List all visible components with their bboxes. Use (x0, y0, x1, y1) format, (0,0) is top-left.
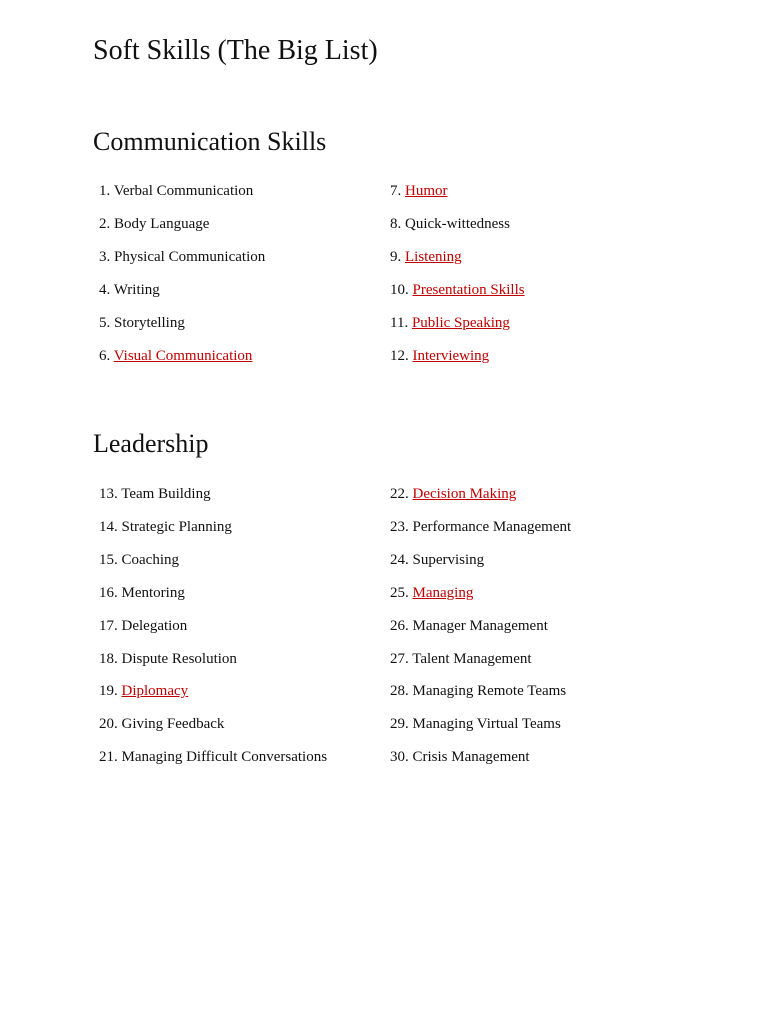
list-item (390, 214, 510, 234)
list-item (99, 550, 179, 570)
section-heading: Leadership (93, 429, 209, 458)
list-item-number: 17. (99, 617, 118, 634)
list-item (99, 649, 237, 669)
list-item-link[interactable]: Public Speaking (411, 314, 510, 331)
list-item-link[interactable]: Listening (405, 248, 462, 265)
list-item (390, 616, 548, 636)
list-item[interactable] (390, 247, 462, 267)
list-item (99, 181, 253, 201)
list-item[interactable] (99, 681, 188, 701)
list-item-label: Talent Management (412, 650, 532, 667)
list-item-label: Crisis Management (412, 749, 530, 766)
section-heading: Communication Skills (93, 127, 327, 156)
list-item-label: Storytelling (114, 314, 185, 331)
list-item-number: 22. (390, 486, 409, 502)
list-item-label: Physical Communication (114, 248, 266, 265)
list-item (99, 714, 224, 734)
list-item-number: 25. (390, 584, 409, 601)
list-item[interactable] (390, 346, 489, 366)
list-item (99, 616, 187, 636)
list-item-label: Managing Remote Teams (412, 683, 567, 700)
list-item-label: Giving Feedback (121, 716, 225, 733)
list-item-label: Managing Difficult Conversations (121, 749, 328, 766)
list-item[interactable] (390, 181, 448, 201)
list-item (390, 681, 566, 701)
list-item-link[interactable]: Presentation Skills (412, 281, 525, 298)
list-item (390, 649, 532, 669)
list-item-label: Strategic Planning (121, 518, 232, 535)
list-item-number: 13. (99, 486, 118, 502)
list-item-number: 12. (390, 347, 409, 364)
list-item (390, 550, 484, 570)
list-item-number: 18. (99, 650, 118, 667)
list-item-number: 3. (99, 248, 111, 265)
list-item-number: 6. (99, 347, 111, 364)
list-item (390, 714, 561, 734)
list-item-label: Delegation (121, 617, 188, 634)
list-item-number: 10. (390, 281, 409, 298)
list-item-link[interactable]: Interviewing (412, 347, 490, 364)
list-item-number: 4. (99, 281, 111, 298)
list-item-label: Supervising (412, 551, 485, 568)
list-item-number: 15. (99, 551, 118, 568)
list-item (390, 747, 530, 767)
list-item[interactable] (99, 346, 252, 366)
list-item (99, 484, 211, 504)
list-item-label: Verbal Communication (113, 183, 254, 199)
list-item-link[interactable]: Managing (412, 584, 474, 601)
list-item (99, 247, 265, 267)
list-item-link[interactable]: Humor (405, 183, 448, 199)
list-item-number: 1. (99, 183, 111, 199)
list-item-number: 28. (390, 683, 409, 700)
list-item (99, 517, 232, 537)
list-item-label: Performance Management (412, 518, 572, 535)
list-item-label: Coaching (121, 551, 179, 568)
list-item-link[interactable]: Diplomacy (121, 683, 189, 700)
list-item-number: 14. (99, 518, 118, 535)
list-item (390, 517, 571, 537)
list-item-number: 19. (99, 683, 118, 700)
list-item[interactable] (390, 313, 510, 333)
list-item-label: Manager Management (412, 617, 548, 634)
list-item-link[interactable]: Decision Making (412, 486, 517, 502)
list-item[interactable] (390, 280, 525, 300)
list-item-number: 27. (390, 650, 409, 667)
list-item-number: 21. (99, 749, 118, 766)
list-item-number: 26. (390, 617, 409, 634)
list-item[interactable] (390, 583, 473, 603)
list-item (99, 214, 209, 234)
list-item-label: Dispute Resolution (121, 650, 237, 667)
list-item-link[interactable]: Visual Communication (113, 347, 253, 364)
list-item-label: Managing Virtual Teams (412, 716, 561, 733)
list-item (99, 583, 185, 603)
list-item-number: 23. (390, 518, 409, 535)
list-item-label: Quick-wittedness (405, 215, 510, 232)
page-title: Soft Skills (The Big List) (93, 35, 378, 66)
list-item-label: Writing (113, 281, 160, 298)
list-item-number: 24. (390, 551, 409, 568)
list-item[interactable] (390, 484, 516, 504)
list-item-number: 11. (390, 314, 409, 331)
list-item-number: 7. (390, 183, 402, 199)
list-item-number: 2. (99, 215, 111, 232)
list-item-number: 16. (99, 584, 118, 601)
list-item-number: 9. (390, 248, 402, 265)
list-item-number: 20. (99, 716, 118, 733)
list-item-number: 30. (390, 749, 409, 766)
list-item-label: Mentoring (121, 584, 185, 601)
list-item-number: 29. (390, 716, 409, 733)
list-item-number: 8. (390, 215, 402, 232)
list-item (99, 313, 185, 333)
list-item (99, 747, 327, 767)
list-item-number: 5. (99, 314, 111, 331)
list-item-label: Body Language (114, 215, 210, 232)
list-item (99, 280, 160, 300)
list-item-label: Team Building (121, 486, 211, 502)
